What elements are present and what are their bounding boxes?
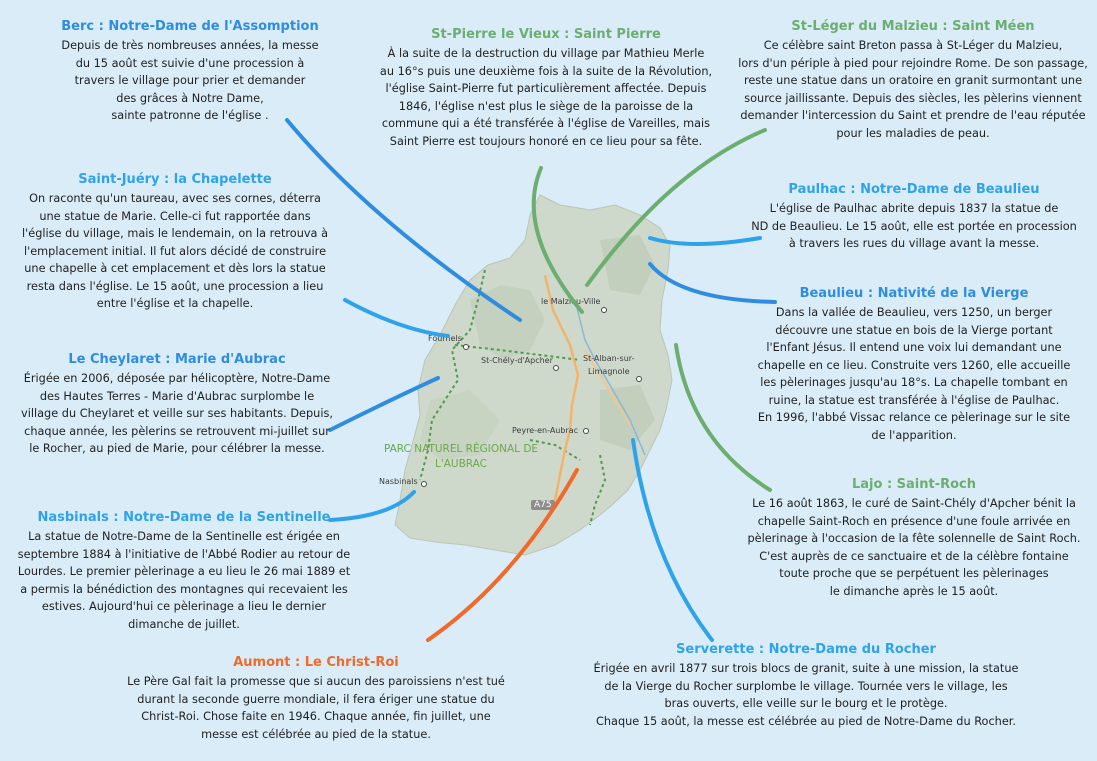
site-description: Ce célèbre saint Breton passa à St-Léger du Malzieu, lors d'un périple à pied pour rejoindre Rome. De son passage, reste une statue dans un oratoire en granit surmontant une source jaillissante. Depuis des siècles, les pèlerins viennent demander l'intercession du Saint et prendre de l'eau réputée pour les maladies de peau.	[738, 39, 1088, 140]
site-description: Le 16 août 1863, le curé de Saint-Chély d'Apcher bénit la chapelle Saint-Roch en présence d'une foule arrivée en pèlerinage à l'occasion de la fête solennelle de Saint Roch. C'est auprès de ce sanctuaire et de la célèbre fontaine toute proche que se perpétuent les pèlerinages le dimanche après le 15 août.	[747, 497, 1081, 598]
site-nasbinals	[0, 509, 368, 633]
site-beaulieu	[736, 285, 1092, 444]
road-label: A75	[531, 500, 555, 510]
site-description: Depuis de très nombreuses années, la messe du 15 août est suivie d'une procession à travers le village pour prier et demander des grâces à Notre Dame, sainte patronne de l'église .	[61, 39, 319, 122]
town-marker	[464, 345, 469, 350]
site-st-leger	[734, 18, 1092, 142]
site-title: St-Léger du Malzieu : Saint Méen	[791, 19, 1035, 34]
site-title: Aumont : Le Christ-Roi	[233, 655, 399, 670]
site-title: St-Pierre le Vieux : Saint Pierre	[431, 27, 661, 42]
site-title: Serverette : Notre-Dame du Rocher	[676, 642, 936, 657]
town-marker	[637, 377, 642, 382]
site-title: Nasbinals : Notre-Dame de la Sentinelle	[37, 510, 331, 525]
site-description: On raconte qu'un taureau, avec ses cornes, déterra une statue de Marie. Celle-ci fut rapportée dans l'église du village, mais le lendemain, on la retrouva à l'emplacement initial. Il fut alors décidé de construire une chapelle à cet emplacement et dès lors la statue resta dans l'église. Le 15 août, une procession a lieu entre l'église et la chapelle.	[22, 192, 328, 310]
site-description: Dans la vallée de Beaulieu, vers 1250, un berger découvre une statue en bois de la Vierge portant l'Enfant Jésus. Il entend une voix lui demandant une chapelle en ce lieu. Construite vers 1260, elle accueille les pèlerinages jusqu'au 18°s. La chapelle tombant en ruine, la statue est transférée à l'église de Paulhac. En 1996, l'abbé Vissac relance ce pèlerinage sur le site de l'apparition.	[757, 306, 1071, 442]
site-description: La statue de Notre-Dame de la Sentinelle est érigée en septembre 1884 à l'initiative de l'Abbé Rodier au retour de Lourdes. Le premier pèlerinage a eu lieu le 26 mai 1889 et a permis la bénédiction des montagnes qui recevaient les estives. Aujourd'hui ce pèlerinage a lieu le dernier dimanche de juillet.	[17, 530, 351, 631]
site-aumont	[116, 654, 516, 743]
town-label: St-Chély-d'Apcher	[481, 356, 553, 365]
town-label: St-Alban-sur- Limagnole	[583, 354, 635, 376]
site-title: Lajo : Saint-Roch	[851, 477, 977, 492]
town-marker	[422, 482, 427, 487]
site-st-juery	[0, 171, 350, 313]
town-marker	[602, 308, 607, 313]
town-label: Fournels	[428, 334, 462, 343]
site-title: Berc : Notre-Dame de l'Assomption	[61, 19, 319, 34]
park-label: PARC NATUREL RÉGIONAL DE L'AUBRAC	[383, 443, 539, 470]
site-title: Beaulieu : Nativité de la Vierge	[799, 286, 1029, 301]
town-label: le Malzieu-Ville	[541, 297, 601, 306]
town-marker	[584, 429, 589, 434]
site-description: À la suite de la destruction du village par Mathieu Merle au 16°s puis une deuxième fois à la suite de la Révolution, l'église Saint-Pierre fut particulièrement affectée. Depuis 1846, l'église n'est plus le siège de la paroisse de la commune qui a été transférée à l'église de Vareilles, mais Saint Pierre est toujours honoré en ce lieu pour sa fête.	[379, 47, 713, 148]
site-paulhac	[736, 181, 1092, 253]
site-cheylaret	[0, 351, 354, 458]
site-title: Paulhac : Notre-Dame de Beaulieu	[788, 182, 1040, 197]
site-title: Saint-Juéry : la Chapelette	[78, 172, 272, 187]
town-label: Peyre-en-Aubrac	[512, 426, 579, 435]
site-description: Érigée en 2006, déposée par hélicoptère, Notre-Dame des Hautes Terres - Marie d'Aubrac surplombe le village du Cheylaret et veille sur ses habitants. Depuis, chaque année, les pèlerins se retrouvent mi-juillet sur le Rocher, au pied de Marie, pour célébrer la messe.	[21, 372, 333, 455]
town-marker	[554, 366, 559, 371]
site-title: Le Cheylaret : Marie d'Aubrac	[68, 352, 286, 367]
site-st-pierre	[368, 26, 724, 150]
site-description: L'église de Paulhac abrite depuis 1837 la statue de ND de Beaulieu. Le 15 août, elle est portée en procession à travers les rues du village avant la messe.	[751, 202, 1077, 250]
town-label: Nasbinals	[379, 477, 418, 486]
site-description: Le Père Gal fait la promesse que si aucun des paroissiens n'est tué durant la seconde guerre mondiale, il fera ériger une statue du Christ-Roi. Chose faite en 1946. Chaque année, fin juillet, une messe est célébrée au pied de la statue.	[127, 675, 505, 741]
site-berc	[50, 18, 330, 125]
site-lajo	[736, 476, 1092, 600]
site-description: Érigée en avril 1877 sur trois blocs de granit, suite à une mission, la statue de la Vierge du Rocher surplombe le village. Tournée vers le village, les bras ouverts, elle veille sur le bourg et le protège. Chaque 15 août, la messe est célébrée au pied de Notre-Dame du Rocher.	[593, 662, 1019, 728]
site-serverette	[584, 641, 1028, 730]
